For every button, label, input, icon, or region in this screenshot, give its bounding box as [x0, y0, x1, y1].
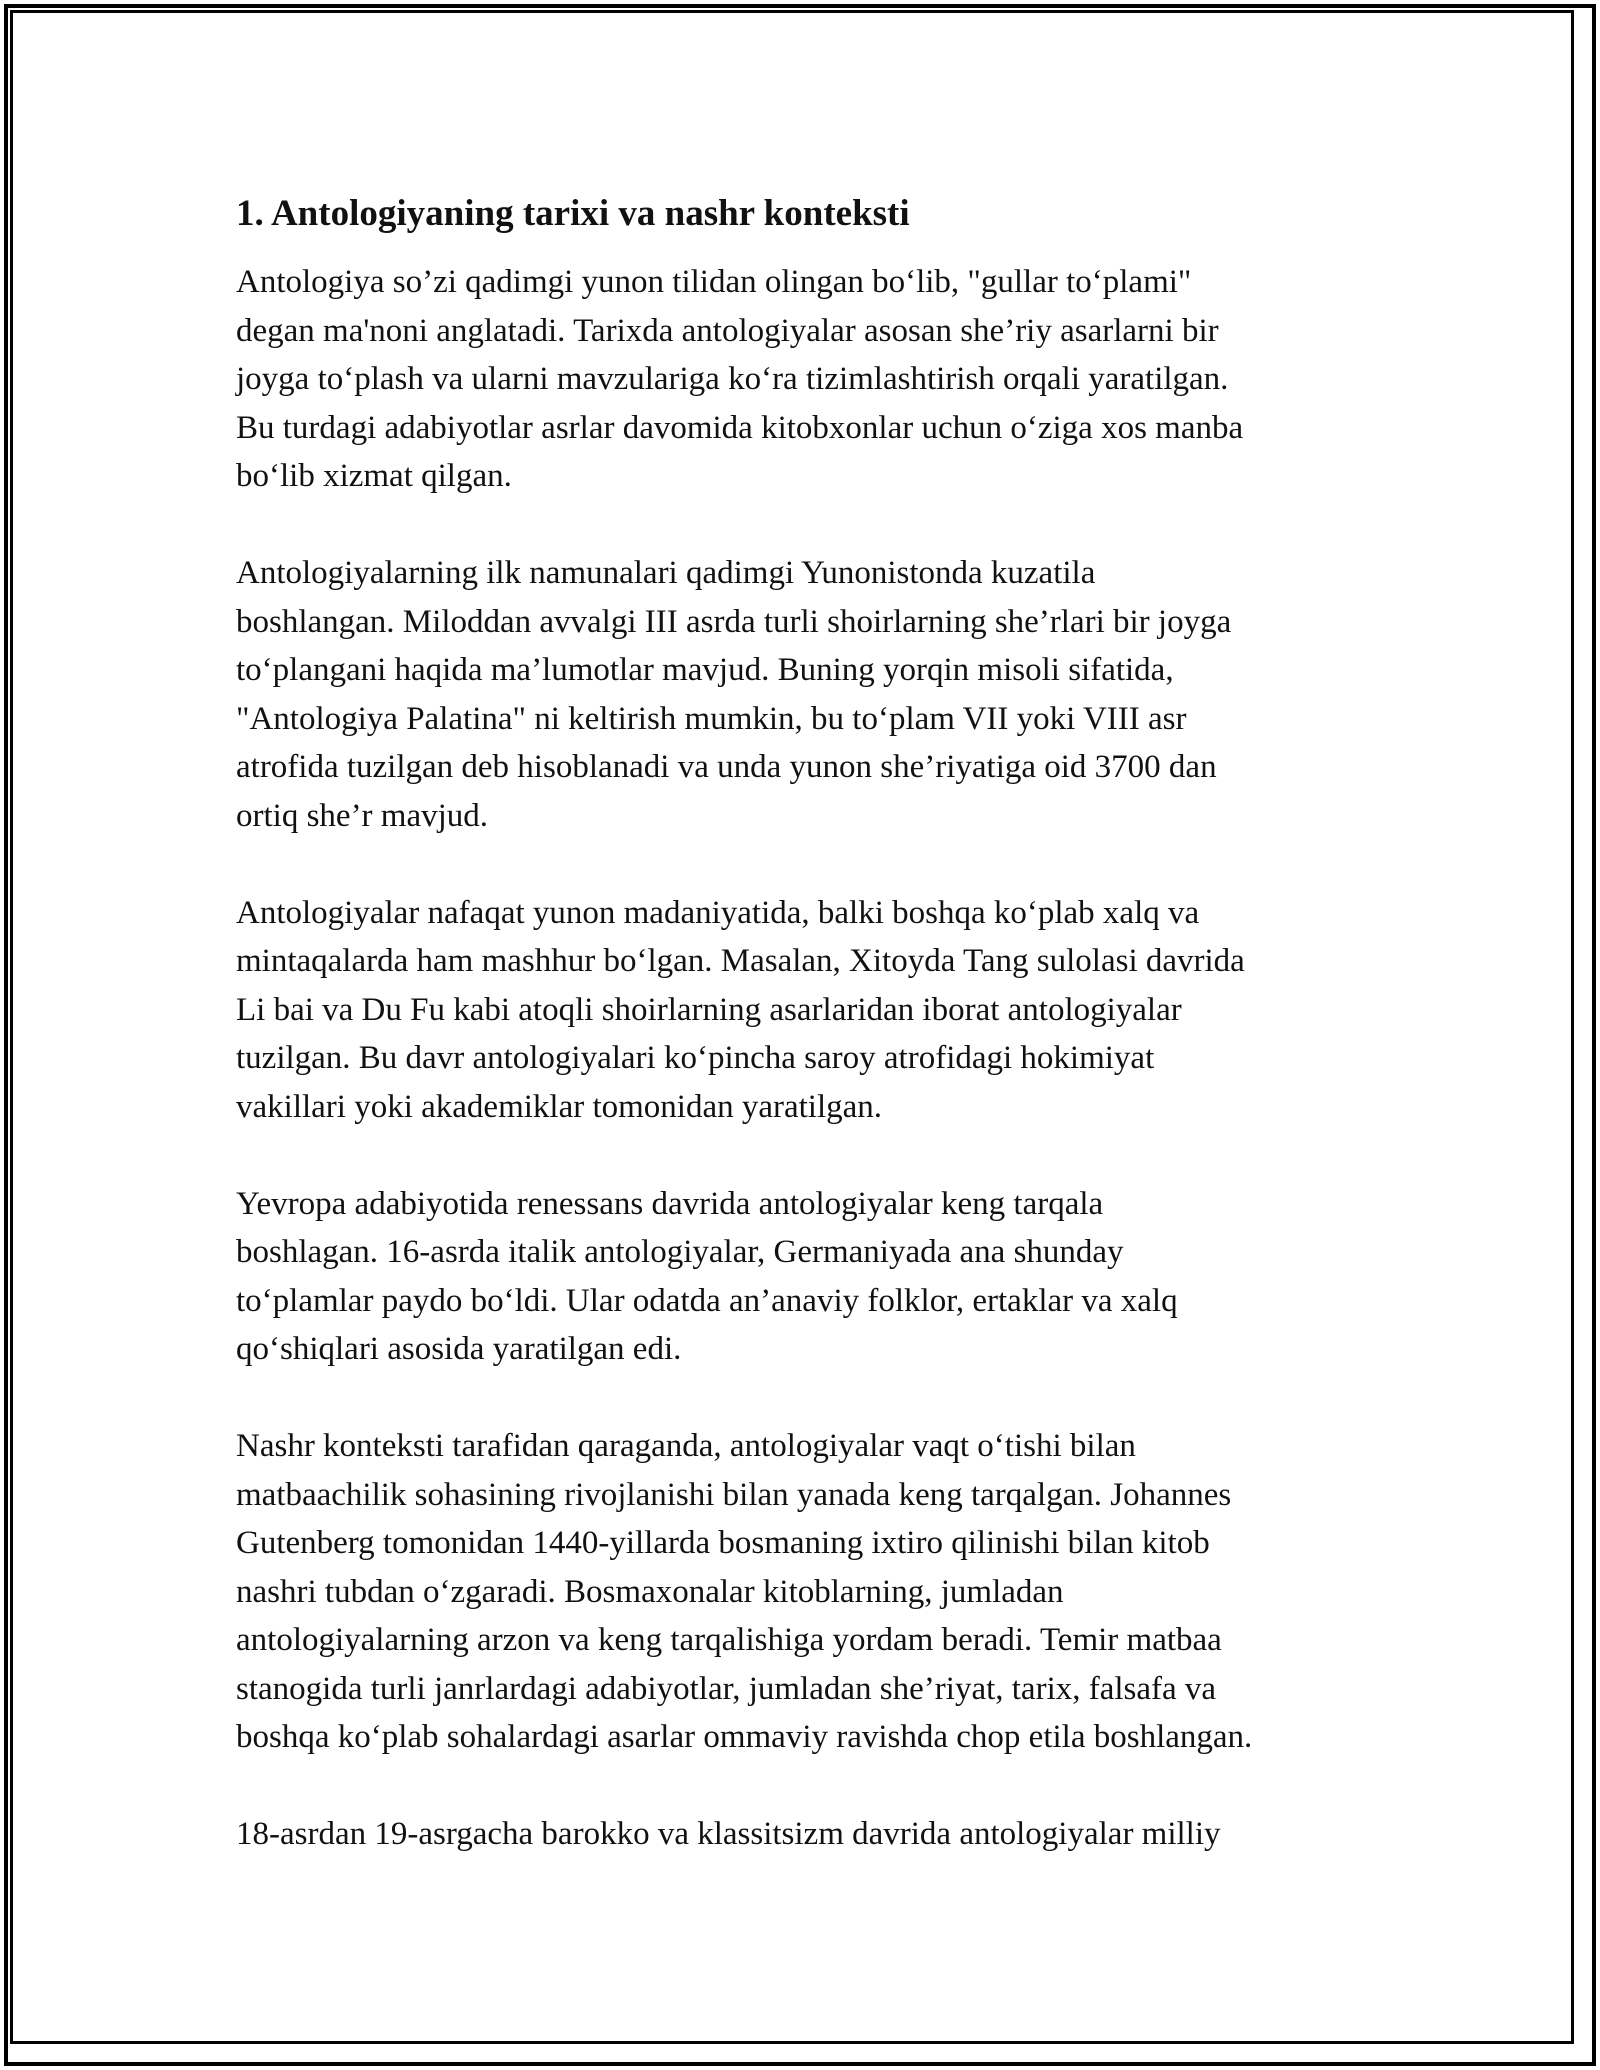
text-line: Bu turdagi adabiyotlar asrlar davomida kitobxonlar uchun o‘ziga xos manba — [236, 409, 1244, 446]
text-line: boshlangan. Miloddan avvalgi III asrda turli shoirlarning she’rlari bir joyga — [236, 603, 1232, 640]
paragraph — [236, 258, 1366, 501]
text-line: tuzilgan. Bu davr antologiyalari ko‘pincha saroy atrofidagi hokimiyat — [236, 1040, 1155, 1076]
paragraph — [236, 1422, 1366, 1762]
text-line: to‘plangani haqida ma’lumotlar mavjud. Buning yorqin misoli sifatida, — [236, 652, 1174, 688]
text-line: ortiq she’r mavjud. — [236, 797, 489, 834]
text-line: Yevropa adabiyotida renessans davrida antologiyalar keng tarqala — [236, 1185, 1104, 1222]
paragraph — [236, 1810, 1366, 1859]
text-line: nashri tubdan o‘zgaradi. Bosmaxonalar kitoblarning, jumladan — [236, 1573, 1064, 1610]
text-line: stanogida turli janrlardagi adabiyotlar, jumladan she’riyat, tarix, falsafa va — [236, 1670, 1217, 1707]
text-line: antologiyalarning arzon va keng tarqalishiga yordam beradi. Temir matbaa — [236, 1622, 1222, 1658]
text-line: vakillari yoki akademiklar tomonidan yaratilgan. — [236, 1088, 883, 1125]
text-line: Li bai va Du Fu kabi atoqli shoirlarning asarlaridan iborat antologiyalar — [236, 991, 1182, 1028]
text-line: joyga to‘plash va ularni mavzulariga ko‘ra tizimlashtirish orqali yaratilgan. — [236, 361, 1229, 397]
text-line: matbaachilik sohasining rivojlanishi bilan yanada keng tarqalgan. Johannes — [236, 1476, 1232, 1513]
text-line: bo‘lib xizmat qilgan. — [236, 458, 512, 494]
paragraph — [236, 1180, 1366, 1374]
text-line: qo‘shiqlari asosida yaratilgan edi. — [236, 1331, 682, 1367]
text-line: atrofida tuzilgan deb hisoblanadi va unda yunon she’riyatiga oid 3700 dan — [236, 749, 1217, 785]
text-line: mintaqalarda ham mashhur bo‘lgan. Masalan, Xitoyda Tang sulolasi davrida — [236, 943, 1245, 979]
text-line: to‘plamlar paydo bo‘ldi. Ular odatda an’anaviy folklor, ertaklar va xalq — [236, 1282, 1178, 1319]
text-line: degan ma'noni anglatadi. Tarixda antologiyalar asosan she’riy asarlarni bir — [236, 312, 1219, 349]
paragraph — [236, 549, 1366, 840]
section-heading: 1. Antologiyaning tarixi va nashr konteksti — [236, 193, 910, 234]
document-page — [236, 190, 1366, 1907]
text-line: Antologiya so’zi qadimgi yunon tilidan olingan bo‘lib, "gullar to‘plami" — [236, 264, 1192, 300]
paragraph — [236, 889, 1366, 1132]
text-line: Nashr konteksti tarafidan qaraganda, antologiyalar vaqt o‘tishi bilan — [236, 1428, 1136, 1464]
text-line: Antologiyalarning ilk namunalari qadimgi Yunonistonda kuzatila — [236, 555, 1096, 591]
text-line: boshqa ko‘plab sohalardagi asarlar ommaviy ravishda chop etila boshlangan. — [236, 1719, 1253, 1755]
text-line: "Antologiya Palatina" ni keltirish mumkin, bu to‘plam VII yoki VIII asr — [236, 700, 1187, 737]
text-line: boshlagan. 16-asrda italik antologiyalar, Germaniyada ana shunday — [236, 1234, 1124, 1270]
text-line: 18-asrdan 19-asrgacha barokko va klassitsizm davrida antologiyalar milliy — [236, 1816, 1221, 1852]
text-line: Antologiyalar nafaqat yunon madaniyatida, balki boshqa ko‘plab xalq va — [236, 894, 1200, 931]
text-line: Gutenberg tomonidan 1440-yillarda bosmaning ixtiro qilinishi bilan kitob — [236, 1525, 1210, 1561]
